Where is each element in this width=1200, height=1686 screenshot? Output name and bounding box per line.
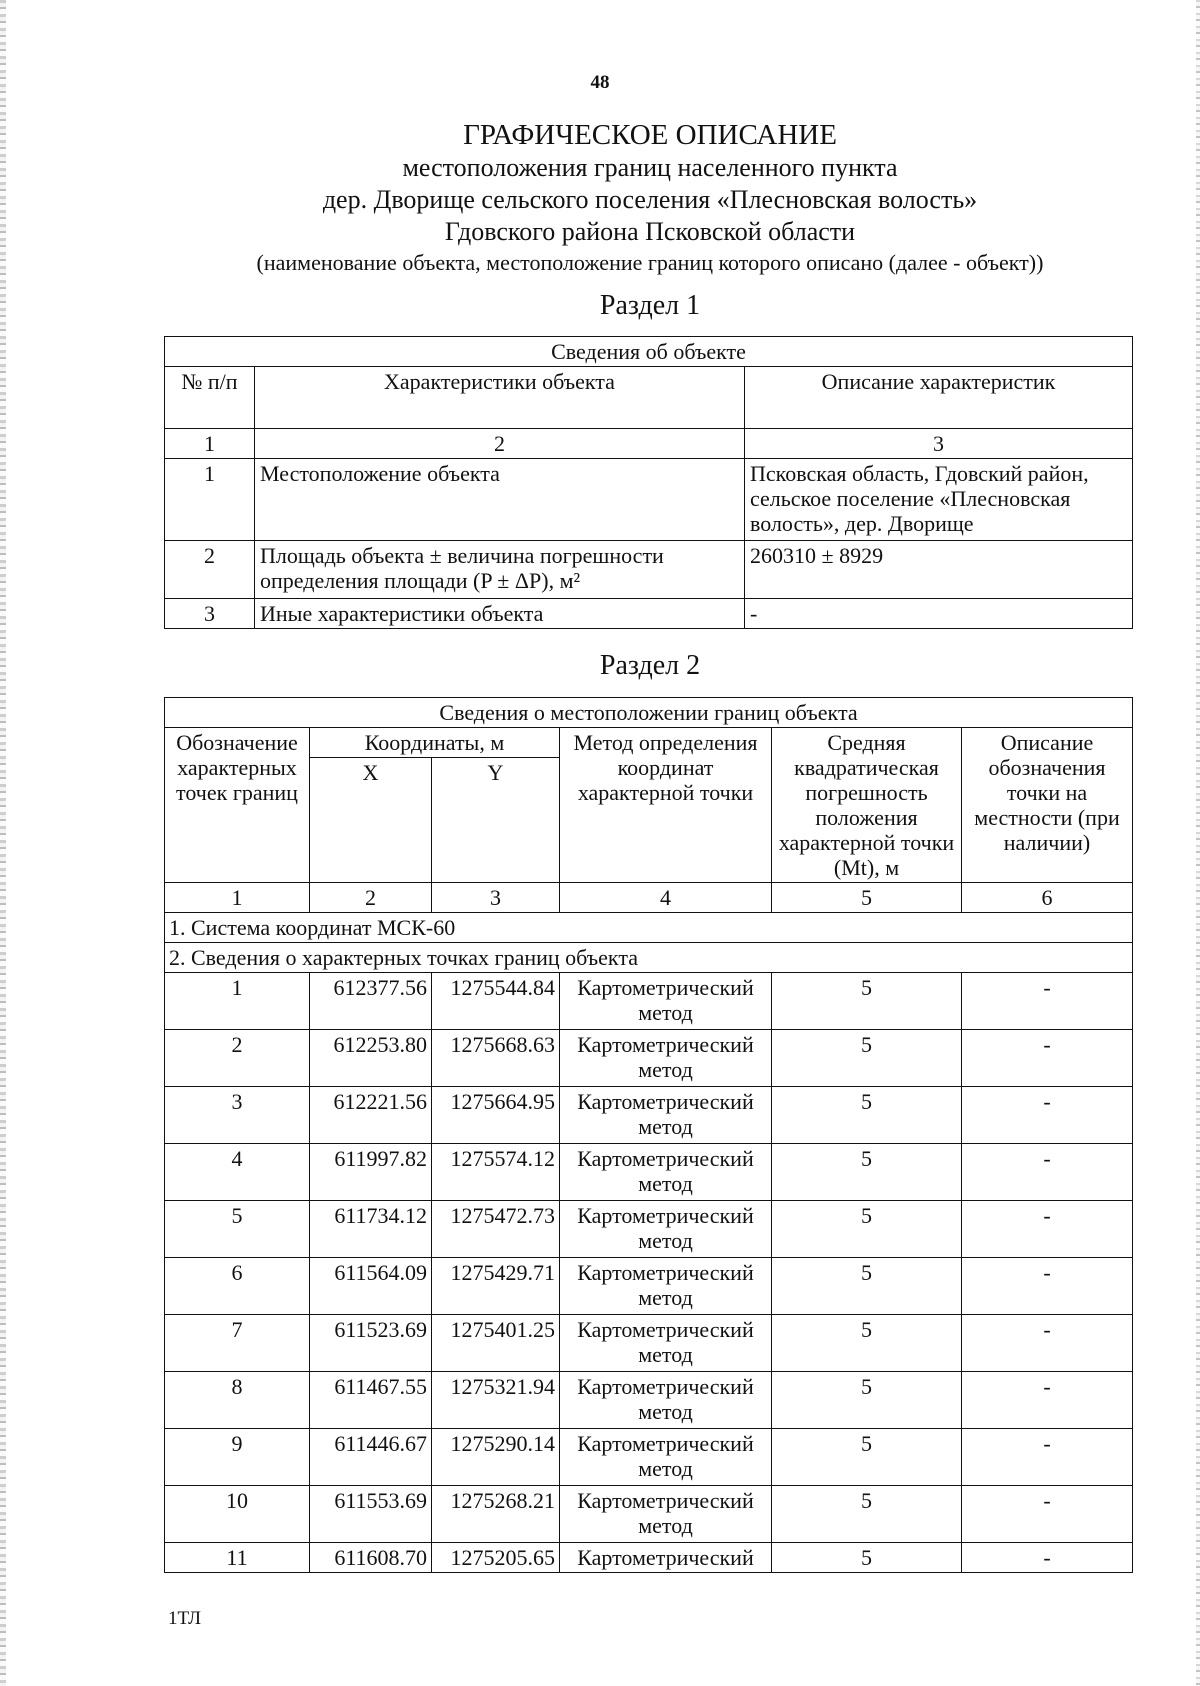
table-row bbox=[165, 1543, 1133, 1573]
object-info-table-title: Сведения об объекте bbox=[165, 337, 1133, 367]
point-number: 6 bbox=[165, 1258, 310, 1315]
page-number: 48 bbox=[590, 72, 610, 93]
coordinate-x: 612221.56 bbox=[310, 1087, 432, 1144]
coordinate-y: 1275290.14 bbox=[432, 1429, 560, 1486]
method: Картометрический метод bbox=[560, 1087, 772, 1144]
header-number: № п/п bbox=[165, 367, 255, 429]
coordinate-y: 1275429.71 bbox=[432, 1258, 560, 1315]
scan-edge-right bbox=[1196, 0, 1200, 1686]
method: Картометрический метод bbox=[560, 1372, 772, 1429]
mean-error: 5 bbox=[772, 1087, 962, 1144]
method: Картометрический метод bbox=[560, 1258, 772, 1315]
table-row bbox=[165, 1429, 1133, 1486]
point-description: - bbox=[962, 1201, 1133, 1258]
coordinate-y: 1275401.25 bbox=[432, 1315, 560, 1372]
header-x: X bbox=[310, 758, 432, 883]
point-description: - bbox=[962, 1486, 1133, 1543]
point-description: - bbox=[962, 973, 1133, 1030]
column-number: 1 bbox=[165, 429, 255, 459]
boundary-table-title: Сведения о местоположении границ объекта bbox=[165, 698, 1133, 728]
column-number: 1 bbox=[165, 883, 310, 913]
point-number: 4 bbox=[165, 1144, 310, 1201]
point-number: 9 bbox=[165, 1429, 310, 1486]
row-characteristic: Площадь объекта ± величина погрешности определения площади (P ± ΔP), м² bbox=[255, 541, 745, 599]
footer-code: 1ТЛ bbox=[168, 1608, 202, 1629]
coordinate-y: 1275668.63 bbox=[432, 1030, 560, 1087]
coordinate-x: 611997.82 bbox=[310, 1144, 432, 1201]
coordinate-x: 611564.09 bbox=[310, 1258, 432, 1315]
column-number: 4 bbox=[560, 883, 772, 913]
boundary-points-table bbox=[164, 697, 1133, 1573]
table-row bbox=[165, 1087, 1133, 1144]
row-characteristic: Иные характеристики объекта bbox=[255, 599, 745, 629]
mean-error: 5 bbox=[772, 1429, 962, 1486]
mean-error: 5 bbox=[772, 1486, 962, 1543]
method: Картометрический метод bbox=[560, 973, 772, 1030]
coordinate-x: 611523.69 bbox=[310, 1315, 432, 1372]
mean-error: 5 bbox=[772, 1030, 962, 1087]
header-description: Описание характеристик bbox=[745, 367, 1133, 429]
header-coordinates: Координаты, м bbox=[310, 728, 560, 758]
table-row bbox=[165, 1201, 1133, 1258]
title-subject-line: местоположения границ населенного пункта bbox=[402, 153, 898, 182]
header-characteristic: Характеристики объекта bbox=[255, 367, 745, 429]
point-description: - bbox=[962, 1543, 1133, 1573]
mean-error: 5 bbox=[772, 1144, 962, 1201]
column-number: 3 bbox=[745, 429, 1133, 459]
table-row bbox=[165, 1372, 1133, 1429]
coordinate-x: 611467.55 bbox=[310, 1372, 432, 1429]
coordinate-y: 1275472.73 bbox=[432, 1201, 560, 1258]
coordinate-x: 611608.70 bbox=[310, 1543, 432, 1573]
table-row bbox=[165, 1315, 1133, 1372]
point-description: - bbox=[962, 1144, 1133, 1201]
point-description: - bbox=[962, 1087, 1133, 1144]
coordinate-y: 1275574.12 bbox=[432, 1144, 560, 1201]
point-description: - bbox=[962, 1372, 1133, 1429]
header-error: Средняя квадратическая погрешность положения характерной точки (Mt), м bbox=[772, 728, 962, 883]
coordinate-y: 1275544.84 bbox=[432, 973, 560, 1030]
mean-error: 5 bbox=[772, 1372, 962, 1429]
header-point-description: Описание обозначения точки на местности (при наличии) bbox=[962, 728, 1133, 883]
row-description: - bbox=[745, 599, 1133, 629]
column-number: 2 bbox=[255, 429, 745, 459]
column-number: 5 bbox=[772, 883, 962, 913]
method: Картометрический метод bbox=[560, 1144, 772, 1201]
header-y: Y bbox=[432, 758, 560, 883]
table-row bbox=[165, 459, 1133, 541]
object-info-table bbox=[164, 336, 1133, 629]
coordinate-x: 611734.12 bbox=[310, 1201, 432, 1258]
points-body bbox=[165, 973, 1133, 1573]
document-title: ГРАФИЧЕСКОЕ ОПИСАНИЕ bbox=[463, 119, 837, 151]
mean-error: 5 bbox=[772, 1315, 962, 1372]
row-number: 2 bbox=[165, 541, 255, 599]
method: Картометрический метод bbox=[560, 1315, 772, 1372]
mean-error: 5 bbox=[772, 1258, 962, 1315]
method: Картометрический метод bbox=[560, 1486, 772, 1543]
table-row bbox=[165, 1030, 1133, 1087]
row-number: 3 bbox=[165, 599, 255, 629]
column-number: 2 bbox=[310, 883, 432, 913]
mean-error: 5 bbox=[772, 1543, 962, 1573]
points-section-title: 2. Сведения о характерных точках границ объекта bbox=[165, 943, 1133, 973]
mean-error: 5 bbox=[772, 973, 962, 1030]
point-description: - bbox=[962, 1429, 1133, 1486]
point-number: 2 bbox=[165, 1030, 310, 1087]
method: Картометрический метод bbox=[560, 1429, 772, 1486]
row-description: Псковская область, Гдовский район, сельское поселение «Плесновская волость», дер. Дворище bbox=[745, 459, 1133, 541]
point-description: - bbox=[962, 1258, 1133, 1315]
section2-heading: Раздел 2 bbox=[599, 650, 701, 681]
title-note: (наименование объекта, местоположение границ которого описано (далее - объект)) bbox=[256, 250, 1044, 275]
document-title-block bbox=[150, 118, 1150, 278]
method: Картометрический bbox=[560, 1543, 772, 1573]
row-characteristic: Местоположение объекта bbox=[255, 459, 745, 541]
point-number: 7 bbox=[165, 1315, 310, 1372]
row-number: 1 bbox=[165, 459, 255, 541]
method: Картометрический метод bbox=[560, 1201, 772, 1258]
table-row bbox=[165, 1486, 1133, 1543]
header-point: Обозначение характерных точек границ bbox=[165, 728, 310, 883]
coordinate-y: 1275664.95 bbox=[432, 1087, 560, 1144]
point-description: - bbox=[962, 1030, 1133, 1087]
coordinate-y: 1275268.21 bbox=[432, 1486, 560, 1543]
table-row bbox=[165, 541, 1133, 599]
coordinate-x: 612377.56 bbox=[310, 973, 432, 1030]
section1-heading: Раздел 1 bbox=[599, 290, 701, 321]
point-description: - bbox=[962, 1315, 1133, 1372]
coordinate-x: 611446.67 bbox=[310, 1429, 432, 1486]
point-number: 8 bbox=[165, 1372, 310, 1429]
column-number: 3 bbox=[432, 883, 560, 913]
mean-error: 5 bbox=[772, 1201, 962, 1258]
table-row bbox=[165, 1258, 1133, 1315]
point-number: 11 bbox=[165, 1543, 310, 1573]
coordinate-y: 1275205.65 bbox=[432, 1543, 560, 1573]
header-method: Метод определения координат характерной точки bbox=[560, 728, 772, 883]
table-row bbox=[165, 973, 1133, 1030]
title-district-line: Гдовского района Псковской области bbox=[444, 217, 856, 246]
point-number: 10 bbox=[165, 1486, 310, 1543]
coordinate-x: 612253.80 bbox=[310, 1030, 432, 1087]
title-settlement-line: дер. Дворище сельского поселения «Плесновская волость» bbox=[322, 185, 978, 214]
table-row bbox=[165, 1144, 1133, 1201]
row-description: 260310 ± 8929 bbox=[745, 541, 1133, 599]
scan-edge-left bbox=[0, 0, 6, 1686]
point-number: 5 bbox=[165, 1201, 310, 1258]
column-number: 6 bbox=[962, 883, 1133, 913]
coordinate-x: 611553.69 bbox=[310, 1486, 432, 1543]
table-row bbox=[165, 599, 1133, 629]
point-number: 3 bbox=[165, 1087, 310, 1144]
coordinate-y: 1275321.94 bbox=[432, 1372, 560, 1429]
point-number: 1 bbox=[165, 973, 310, 1030]
coordinate-system: 1. Система координат МСК-60 bbox=[165, 913, 1133, 943]
method: Картометрический метод bbox=[560, 1030, 772, 1087]
